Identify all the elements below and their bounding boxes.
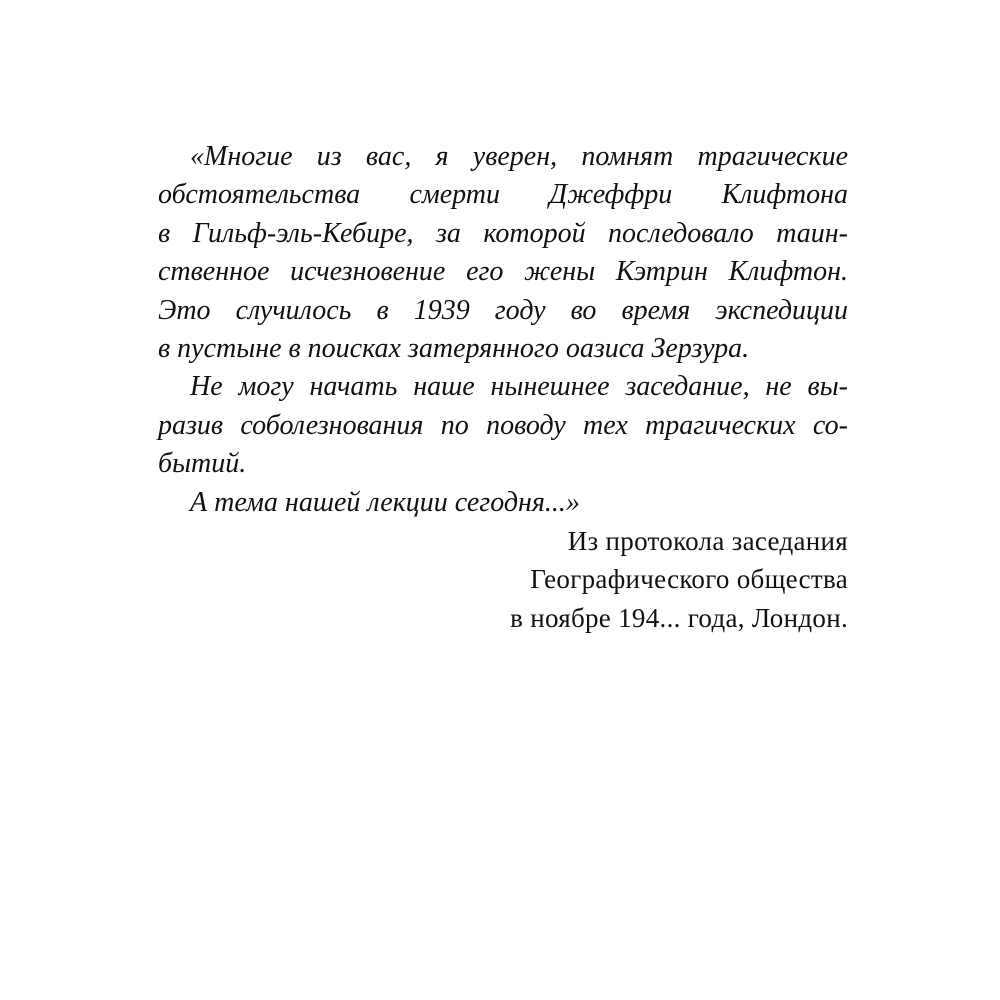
quote-line: «Многие из вас, я уверен, помнят трагические <box>190 141 848 172</box>
attribution <box>158 522 848 637</box>
attribution-line: Географического общества <box>530 564 848 595</box>
quote-line: в пустыне в поисках затерянного оазиса Зерзура. <box>158 332 750 364</box>
epigraph <box>158 138 848 637</box>
attribution-line: в ноябре 194... года, Лондон. <box>510 602 848 633</box>
attribution-line: Из протокола заседания <box>567 525 848 556</box>
quote-line: ственное исчезновение его жены Кэтрин Клифтон. <box>158 256 848 288</box>
quote-line: Не могу начать наше нынешнее заседание, не вы- <box>190 371 848 403</box>
quote-line: бытий. <box>158 448 247 480</box>
quote-line: А тема нашей лекции сегодня...» <box>190 486 580 518</box>
quote-line: обстоятельства смерти Джеффри Клифтона <box>158 179 848 211</box>
quote-line: Это случилось в 1939 году во время экспедиции <box>158 294 848 326</box>
quote <box>158 138 848 522</box>
quote-line: в Гильф-эль-Кебире, за которой последовало таин- <box>158 217 848 249</box>
quote-line: разив соболезнования по поводу тех трагических со- <box>158 409 848 441</box>
